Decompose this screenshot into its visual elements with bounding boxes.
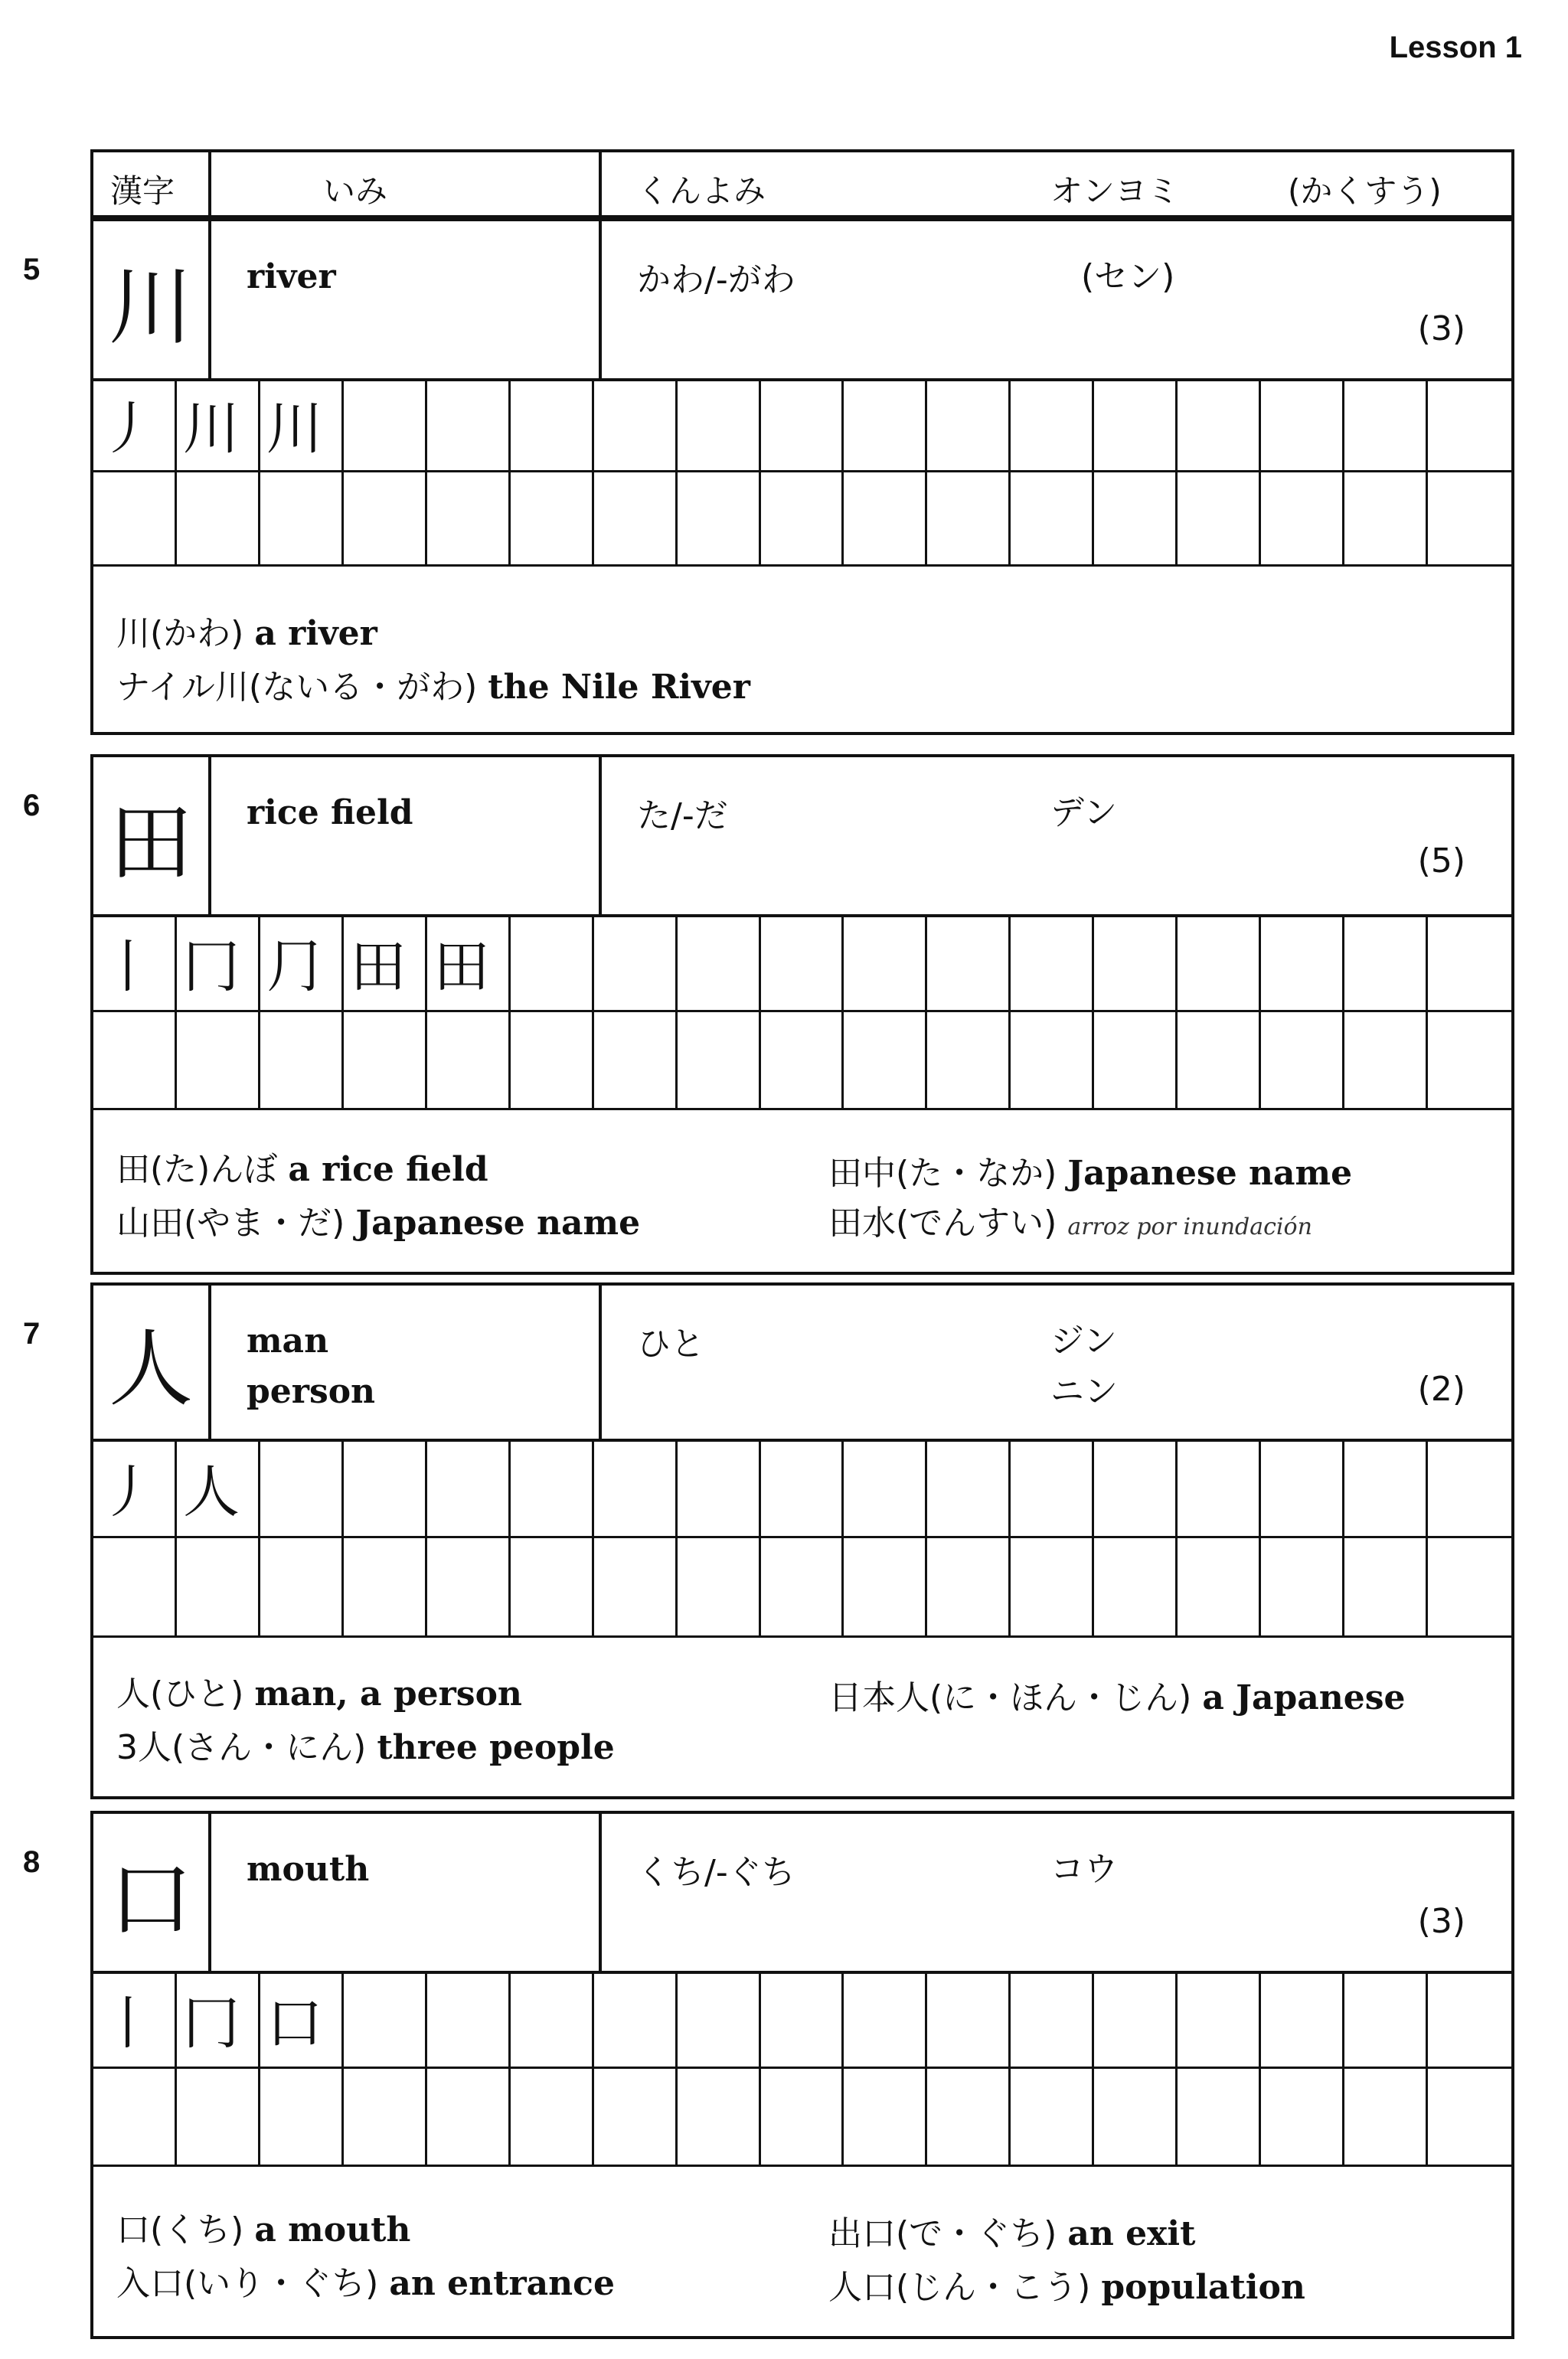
practice-cell[interactable]	[1178, 1538, 1261, 1638]
practice-cell[interactable]	[1344, 378, 1428, 472]
example-word	[828, 2206, 1195, 2255]
practice-cell[interactable]	[1344, 472, 1428, 567]
example-japanese: ナイル川(ないる・がわ)	[116, 668, 478, 707]
onyomi-reading	[1050, 1844, 1118, 1895]
onyomi-line: デン	[1050, 793, 1118, 832]
practice-cell[interactable]	[260, 1538, 344, 1638]
practice-cell[interactable]	[1094, 472, 1178, 567]
practice-cell[interactable]	[761, 378, 844, 472]
practice-cell[interactable]	[594, 1012, 678, 1110]
header-stroke-count: (かくすう)	[1288, 172, 1442, 210]
onyomi-reading	[1050, 1316, 1118, 1417]
example-words	[93, 1635, 1511, 1796]
practice-cell[interactable]	[1428, 1538, 1511, 1638]
header-divider	[208, 152, 211, 215]
practice-cell[interactable]	[177, 1012, 260, 1110]
practice-cell[interactable]	[1178, 378, 1261, 472]
practice-cell[interactable]	[427, 1538, 511, 1638]
meaning	[247, 1316, 375, 1417]
column-header-row	[90, 149, 1514, 218]
practice-cell[interactable]	[678, 1012, 761, 1110]
practice-cell[interactable]	[1094, 2069, 1178, 2167]
stroke-cell: 冂	[177, 1971, 260, 2069]
practice-cell[interactable]	[427, 472, 511, 567]
example-word	[828, 1670, 1406, 1719]
example-japanese: 田中(た・なか)	[828, 1154, 1057, 1193]
kanji-character: 口	[93, 1814, 211, 1971]
info-divider	[599, 757, 602, 914]
example-japanese: 口(くち)	[116, 2210, 244, 2250]
entry-number: 8	[23, 1845, 41, 1879]
kunyomi-reading: ひと	[637, 1325, 704, 1364]
kanji-entry-rice-field	[90, 754, 1514, 1275]
meaning-line: mouth	[247, 1850, 370, 1889]
practice-cell[interactable]	[594, 378, 678, 472]
practice-cell[interactable]	[1261, 2069, 1344, 2167]
example-japanese: 日本人(に・ほん・じん)	[828, 1678, 1192, 1717]
stroke-cell: 川	[177, 378, 260, 472]
stroke-cell: 田	[427, 914, 511, 1012]
practice-cell[interactable]	[511, 1971, 594, 2069]
kanji-info	[93, 1814, 1511, 1974]
practice-cell[interactable]	[1178, 914, 1261, 1012]
practice-grid	[93, 378, 1511, 567]
practice-cell[interactable]	[927, 472, 1011, 567]
practice-cell[interactable]	[177, 2069, 260, 2167]
meaning-line: river	[247, 257, 336, 296]
practice-cell[interactable]	[844, 378, 927, 472]
practice-cell[interactable]	[1011, 378, 1094, 472]
stroke-cell: 冂	[177, 914, 260, 1012]
practice-cell[interactable]	[844, 914, 927, 1012]
practice-cell[interactable]	[927, 378, 1011, 472]
practice-cell[interactable]	[427, 1439, 511, 1538]
example-japanese: 田(た)んぼ	[116, 1150, 278, 1189]
meaning-line: man	[247, 1322, 329, 1361]
practice-cell[interactable]	[1094, 1971, 1178, 2069]
header-kunyomi: くんよみ	[637, 172, 766, 210]
practice-cell[interactable]	[1011, 1971, 1094, 2069]
practice-cell[interactable]	[344, 2069, 427, 2167]
example-english: a mouth	[254, 2210, 411, 2250]
practice-cell[interactable]	[844, 1439, 927, 1538]
stroke-cell: 川	[260, 378, 344, 472]
kunyomi-reading: た/-だ	[637, 796, 728, 835]
entry-number: 7	[23, 1317, 41, 1351]
practice-cell[interactable]	[511, 378, 594, 472]
practice-grid	[93, 914, 1511, 1110]
practice-cell[interactable]	[1261, 1012, 1344, 1110]
practice-cell[interactable]	[678, 1538, 761, 1638]
practice-cell[interactable]	[1428, 2069, 1511, 2167]
practice-cell[interactable]	[1011, 2069, 1094, 2167]
meaning	[247, 788, 413, 838]
practice-cell[interactable]	[678, 2069, 761, 2167]
info-divider	[599, 221, 602, 378]
practice-cell[interactable]	[511, 472, 594, 567]
header-meaning: いみ	[323, 172, 388, 210]
practice-cell[interactable]	[844, 1971, 927, 2069]
lesson-label: Lesson 1	[1389, 31, 1522, 64]
practice-cell[interactable]	[594, 1538, 678, 1638]
meaning	[247, 252, 336, 302]
practice-cell[interactable]	[1344, 1538, 1428, 1638]
info-divider	[599, 1286, 602, 1439]
example-japanese: 川(かわ)	[116, 614, 244, 653]
practice-cell[interactable]	[427, 1012, 511, 1110]
example-english: an entrance	[389, 2264, 615, 2303]
onyomi-line: (セン)	[1081, 257, 1175, 296]
example-japanese: 田水(でんすい)	[828, 1204, 1057, 1243]
practice-cell[interactable]	[1344, 2069, 1428, 2167]
example-english: population	[1101, 2268, 1305, 2307]
example-words	[93, 2168, 1511, 2336]
example-japanese: 出口(で・ぐち)	[828, 2214, 1057, 2253]
practice-cell[interactable]	[1428, 472, 1511, 567]
practice-cell[interactable]	[93, 2069, 177, 2167]
example-word	[116, 2256, 615, 2305]
practice-cell[interactable]	[1178, 1971, 1261, 2069]
example-english: the Nile River	[488, 668, 750, 707]
practice-cell[interactable]	[1011, 472, 1094, 567]
practice-cell[interactable]	[344, 472, 427, 567]
handwritten-note: arroz por inundación	[1067, 1214, 1312, 1240]
practice-cell[interactable]	[511, 1012, 594, 1110]
header-divider	[599, 152, 602, 215]
example-english: Japanese name	[355, 1204, 641, 1243]
practice-cell[interactable]	[1344, 914, 1428, 1012]
practice-cell[interactable]	[1094, 1439, 1178, 1538]
practice-cell[interactable]	[177, 472, 260, 567]
practice-cell[interactable]	[761, 472, 844, 567]
example-word	[828, 1145, 1352, 1194]
practice-cell[interactable]	[344, 1439, 427, 1538]
practice-cell[interactable]	[761, 1971, 844, 2069]
practice-cell[interactable]	[1094, 1538, 1178, 1638]
kunyomi-reading: くち/-ぐち	[637, 1853, 795, 1892]
practice-cell[interactable]	[511, 1439, 594, 1538]
example-word	[116, 1720, 615, 1769]
practice-cell[interactable]	[594, 914, 678, 1012]
practice-cell[interactable]	[927, 1538, 1011, 1638]
practice-cell[interactable]	[761, 1538, 844, 1638]
practice-grid	[93, 1971, 1511, 2167]
example-english: man, a person	[254, 1674, 522, 1714]
practice-cell[interactable]	[427, 378, 511, 472]
kanji-character: 川	[93, 221, 211, 378]
practice-cell[interactable]	[1094, 1012, 1178, 1110]
example-japanese: 人(ひと)	[116, 1674, 244, 1714]
example-word	[116, 1142, 488, 1191]
practice-cell[interactable]	[344, 1971, 427, 2069]
practice-cell[interactable]	[1428, 914, 1511, 1012]
stroke-count: (3)	[1417, 309, 1465, 348]
practice-cell[interactable]	[927, 1012, 1011, 1110]
practice-cell[interactable]	[1094, 914, 1178, 1012]
onyomi-line: ニン	[1050, 1372, 1118, 1411]
kanji-entry-mouth	[90, 1811, 1514, 2339]
practice-cell[interactable]	[927, 1971, 1011, 2069]
practice-cell[interactable]	[678, 1439, 761, 1538]
practice-cell[interactable]	[93, 472, 177, 567]
meaning	[247, 1844, 369, 1895]
practice-cell[interactable]	[678, 472, 761, 567]
handwritten-example	[828, 1195, 1312, 1244]
example-english: three people	[377, 1728, 615, 1767]
practice-cell[interactable]	[927, 2069, 1011, 2167]
practice-cell[interactable]	[511, 1538, 594, 1638]
onyomi-reading	[1081, 252, 1174, 302]
practice-cell[interactable]	[1261, 914, 1344, 1012]
onyomi-reading	[1050, 788, 1117, 838]
practice-cell[interactable]	[594, 1971, 678, 2069]
practice-cell[interactable]	[1428, 1439, 1511, 1538]
practice-cell[interactable]	[927, 914, 1011, 1012]
meaning-line: rice field	[247, 793, 413, 832]
example-word	[116, 1195, 640, 1244]
meaning-line: person	[247, 1372, 376, 1411]
kanji-character: 人	[93, 1286, 211, 1439]
practice-cell[interactable]	[1261, 378, 1344, 472]
practice-cell[interactable]	[1178, 1439, 1261, 1538]
practice-cell[interactable]	[1428, 1971, 1511, 2069]
example-word	[116, 606, 377, 655]
example-japanese: 人口(じん・こう)	[828, 2268, 1091, 2307]
practice-cell[interactable]	[1261, 472, 1344, 567]
practice-cell[interactable]	[678, 378, 761, 472]
practice-cell[interactable]	[93, 1538, 177, 1638]
header-onyomi: オンヨミ	[1050, 172, 1180, 210]
practice-cell[interactable]	[1094, 378, 1178, 472]
example-word	[116, 1666, 522, 1715]
practice-cell[interactable]	[1178, 1012, 1261, 1110]
practice-cell[interactable]	[427, 2069, 511, 2167]
practice-cell[interactable]	[594, 1439, 678, 1538]
practice-cell[interactable]	[1261, 1439, 1344, 1538]
onyomi-line: コウ	[1050, 1850, 1118, 1889]
practice-cell[interactable]	[177, 1538, 260, 1638]
practice-cell[interactable]	[260, 1439, 344, 1538]
kanji-info	[93, 221, 1511, 381]
stroke-cell: 人	[177, 1439, 260, 1538]
practice-cell[interactable]	[260, 472, 344, 567]
example-word	[116, 2202, 410, 2251]
practice-cell[interactable]	[511, 914, 594, 1012]
practice-cell[interactable]	[1011, 914, 1094, 1012]
practice-cell[interactable]	[678, 914, 761, 1012]
kanji-entry-person	[90, 1282, 1514, 1799]
practice-cell[interactable]	[761, 2069, 844, 2167]
practice-cell[interactable]	[1344, 1439, 1428, 1538]
practice-cell[interactable]	[678, 1971, 761, 2069]
practice-cell[interactable]	[1428, 1012, 1511, 1110]
practice-cell[interactable]	[427, 1971, 511, 2069]
kanji-entry-river	[90, 218, 1514, 735]
practice-cell[interactable]	[344, 1012, 427, 1110]
stroke-count: (5)	[1417, 841, 1465, 881]
practice-grid	[93, 1439, 1511, 1638]
practice-cell[interactable]	[594, 472, 678, 567]
stroke-cell: 田	[344, 914, 427, 1012]
example-english: Japanese name	[1067, 1154, 1353, 1193]
practice-cell[interactable]	[1261, 1538, 1344, 1638]
practice-cell[interactable]	[93, 1012, 177, 1110]
practice-cell[interactable]	[260, 2069, 344, 2167]
example-japanese: 3人(さん・にん)	[116, 1728, 367, 1767]
practice-cell[interactable]	[1011, 1538, 1094, 1638]
practice-cell[interactable]	[761, 914, 844, 1012]
practice-cell[interactable]	[844, 2069, 927, 2167]
practice-cell[interactable]	[927, 1439, 1011, 1538]
entry-number: 5	[23, 253, 41, 286]
practice-cell[interactable]	[761, 1439, 844, 1538]
practice-cell[interactable]	[511, 2069, 594, 2167]
practice-cell[interactable]	[1178, 472, 1261, 567]
stroke-cell: 丿	[93, 1439, 177, 1538]
example-english: a river	[254, 614, 377, 653]
entry-number: 6	[23, 789, 41, 822]
example-japanese: 入口(いり・ぐち)	[116, 2264, 379, 2303]
example-english: a rice field	[288, 1150, 488, 1189]
practice-cell[interactable]	[844, 472, 927, 567]
practice-cell[interactable]	[1011, 1439, 1094, 1538]
practice-cell[interactable]	[1428, 378, 1511, 472]
practice-cell[interactable]	[344, 1538, 427, 1638]
kunyomi-reading: かわ/-がわ	[637, 260, 795, 299]
practice-cell[interactable]	[1178, 2069, 1261, 2167]
practice-cell[interactable]	[761, 1012, 844, 1110]
example-english: an exit	[1067, 2214, 1196, 2253]
example-word	[828, 2259, 1305, 2308]
example-words	[93, 1111, 1511, 1272]
stroke-cell: 丿	[93, 378, 177, 472]
example-english: a Japanese	[1202, 1678, 1406, 1717]
practice-cell[interactable]	[344, 378, 427, 472]
stroke-count: (3)	[1417, 1902, 1465, 1941]
practice-cell[interactable]	[1344, 1012, 1428, 1110]
kanji-character: 田	[93, 757, 211, 914]
kanji-info	[93, 757, 1511, 917]
practice-cell[interactable]	[1011, 1012, 1094, 1110]
onyomi-line: ジン	[1050, 1322, 1117, 1361]
practice-cell[interactable]	[1344, 1971, 1428, 2069]
practice-cell[interactable]	[1261, 1971, 1344, 2069]
header-kanji: 漢字	[110, 172, 175, 210]
practice-cell[interactable]	[844, 1012, 927, 1110]
stroke-cell: 口	[260, 1971, 344, 2069]
stroke-cell: 丨	[93, 1971, 177, 2069]
info-divider	[599, 1814, 602, 1971]
kanji-info	[93, 1286, 1511, 1442]
example-japanese: 山田(やま・だ)	[116, 1204, 345, 1243]
practice-cell[interactable]	[260, 1012, 344, 1110]
stroke-cell: ⺆	[260, 914, 344, 1012]
example-word	[116, 659, 750, 708]
example-words	[93, 575, 1511, 732]
stroke-cell: 丨	[93, 914, 177, 1012]
practice-cell[interactable]	[594, 2069, 678, 2167]
stroke-count: (2)	[1417, 1370, 1465, 1409]
practice-cell[interactable]	[844, 1538, 927, 1638]
